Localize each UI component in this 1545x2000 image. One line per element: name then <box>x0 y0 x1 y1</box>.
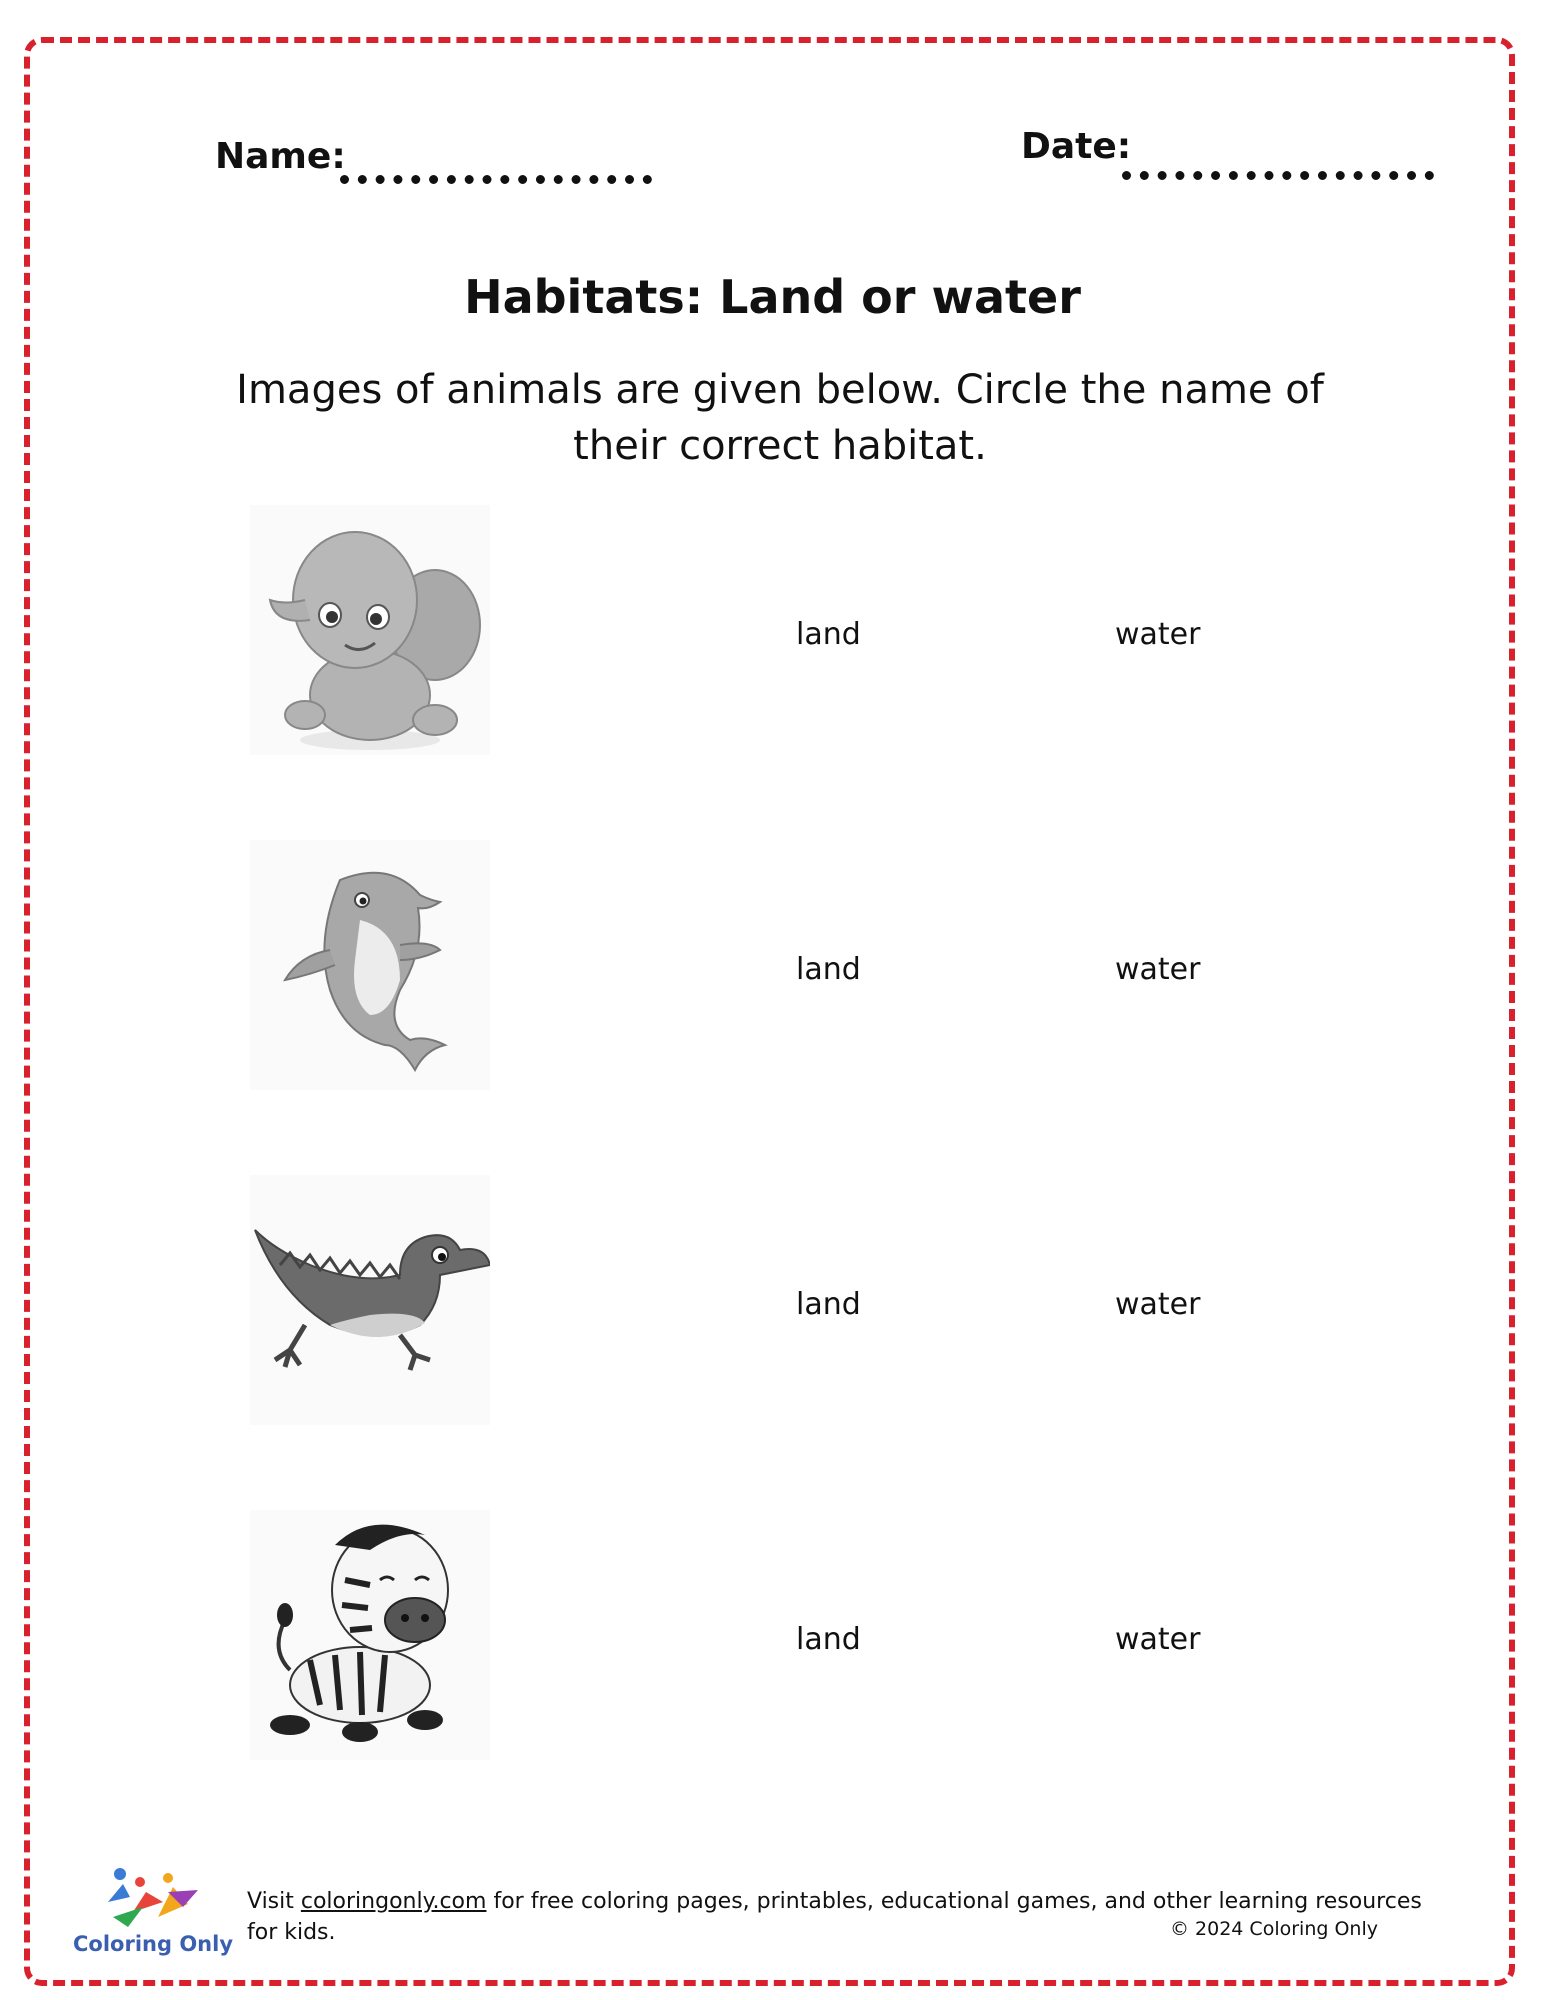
footer-visit-suffix: for free coloring pages, printables, educational games, and other learning resources for kids. <box>247 1889 1422 1945</box>
land-option[interactable]: land <box>796 1287 861 1322</box>
footer-visit-prefix: Visit <box>247 1889 301 1914</box>
elephant-icon <box>250 505 490 755</box>
name-blank-line[interactable] <box>340 175 652 184</box>
zebra-icon <box>250 1510 490 1760</box>
land-option[interactable]: land <box>796 952 861 987</box>
dolphin-icon <box>250 840 490 1090</box>
crocodile-icon <box>250 1175 490 1425</box>
animal-row <box>0 1510 1545 1770</box>
animal-row <box>0 1175 1545 1435</box>
water-option[interactable]: water <box>1115 1622 1201 1657</box>
worksheet-title: Habitats: Land or water <box>464 270 1081 324</box>
animal-row <box>0 840 1545 1100</box>
copyright-notice: © 2024 Coloring Only <box>1170 1918 1378 1940</box>
logo-text: Coloring Only <box>73 1932 234 1956</box>
water-option[interactable]: water <box>1115 1287 1201 1322</box>
land-option[interactable]: land <box>796 1622 861 1657</box>
land-option[interactable]: land <box>796 617 861 652</box>
date-label: Date: <box>1021 126 1132 167</box>
instructions: Images of animals are given below. Circle the name of their correct habitat. <box>236 367 1324 469</box>
coloring-only-logo[interactable] <box>68 1862 234 1962</box>
date-blank-line[interactable] <box>1122 171 1434 180</box>
name-label: Name: <box>215 136 346 177</box>
coloringonly-link[interactable]: coloringonly.com <box>300 1889 487 1914</box>
animal-row <box>0 505 1545 765</box>
water-option[interactable]: water <box>1115 952 1201 987</box>
water-option[interactable]: water <box>1115 617 1201 652</box>
logo-figures-icon <box>68 1862 218 1932</box>
